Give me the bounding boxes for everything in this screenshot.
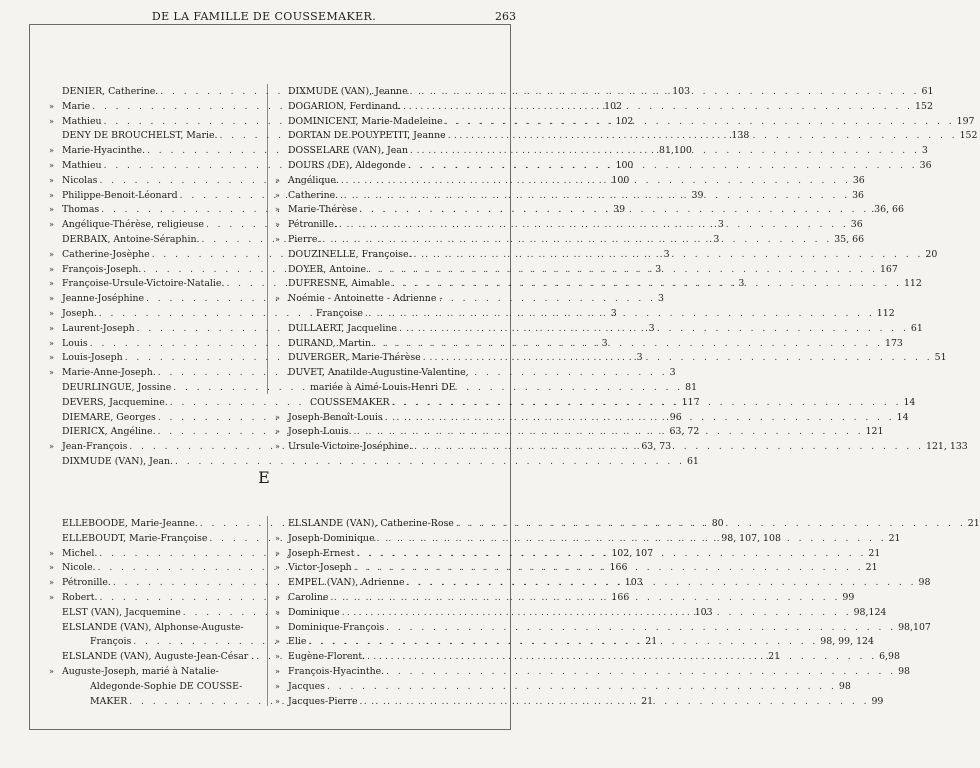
leader-dots <box>306 635 820 650</box>
entry-name: COUSSEMAKER <box>310 396 390 408</box>
entry-name: DOUZINELLE, Françoise. <box>288 248 412 260</box>
entry-name: DULLAERT, Jacqueline <box>288 322 397 334</box>
entry-name: ELLEBOUDT, Marie-Françoise <box>62 532 208 544</box>
leader-dots <box>390 396 904 411</box>
entry-page: 98, 99, 124 <box>820 636 874 648</box>
entry-page: 167 <box>879 263 898 275</box>
entry-page: .36, 66 <box>871 204 904 216</box>
ditto-mark: » <box>49 279 54 289</box>
leader-dots <box>390 277 904 292</box>
ditto-mark: » <box>49 666 54 676</box>
entry-page: 102 <box>604 100 623 112</box>
running-title: DE LA FAMILLE DE COUSSEMAKER. <box>151 10 377 23</box>
leader-dots <box>397 322 911 337</box>
ditto-mark: » <box>49 578 54 588</box>
leader-dots <box>363 307 877 322</box>
entry-name: ELSLANDE (VAN), Alphonse-Auguste- <box>62 621 244 633</box>
index-entry <box>275 263 898 278</box>
entry-page: 21 <box>868 547 881 559</box>
entry-page: 98 <box>898 665 911 677</box>
ditto-mark: » <box>275 681 280 691</box>
entry-name: ELLEBOODE, Marie-Jeanne. <box>62 518 198 529</box>
ditto-mark: » <box>49 592 54 602</box>
entry-page: 3 <box>663 248 670 260</box>
entry-name: Joseph-Ernest <box>288 547 355 559</box>
entry-page: 117 <box>681 396 700 408</box>
ditto-mark: » <box>49 220 54 230</box>
leader-dots <box>446 129 960 144</box>
index-entry <box>275 218 863 233</box>
entry-page: 6,98 <box>879 651 900 663</box>
ditto-mark: » <box>49 368 54 378</box>
page-header <box>0 10 528 24</box>
entry-page: 103 <box>672 86 691 97</box>
entry-name: DOURS (DE), Aldegonde <box>288 159 406 171</box>
index-entry <box>49 621 250 636</box>
entry-page: 63, 73 <box>641 441 672 453</box>
ditto-mark: » <box>49 563 54 573</box>
ditto-mark: » <box>49 323 54 333</box>
entry-name: DIXMUDE (VAN), Jeanne <box>288 86 408 97</box>
entry-name: DEURLINGUE, Jossine <box>62 381 172 393</box>
entry-name: DOSSELARE (VAN), Jean <box>288 145 408 157</box>
leader-dots <box>406 159 920 174</box>
leader-dots <box>408 85 922 100</box>
leader-dots <box>384 621 898 636</box>
ditto-mark: » <box>275 205 280 215</box>
entry-name: Joseph-Louis. <box>288 426 352 438</box>
entry-page: 61 <box>921 86 934 97</box>
entry-name: Marie-Anne-Joseph. <box>62 367 156 379</box>
ditto-mark: » <box>275 652 280 662</box>
ditto-mark: » <box>275 622 280 632</box>
entry-page: 99 <box>871 695 884 707</box>
entry-name: ELST (VAN), Jacquemine <box>62 606 181 618</box>
entry-name: François-Joseph. <box>62 263 142 275</box>
entry-name: Laurent-Joseph <box>62 322 135 334</box>
ditto-mark: » <box>49 116 54 126</box>
index-entry <box>275 381 472 396</box>
entry-page: 80 <box>711 518 724 529</box>
entry-name: Robert. <box>62 591 98 603</box>
entry-page: 166 <box>609 562 628 574</box>
entry-page: 98,107 <box>898 621 931 633</box>
entry-page: 98 <box>838 680 851 692</box>
entry-name: DIERICX, Angéline. <box>62 426 156 438</box>
entry-page: 14 <box>896 411 909 423</box>
ditto-mark: » <box>49 264 54 274</box>
ditto-mark: » <box>49 249 54 259</box>
leader-dots <box>408 144 922 159</box>
index-entry <box>275 322 923 337</box>
entry-page: 81,100 <box>658 145 692 157</box>
entry-name: Mathieu <box>62 159 102 171</box>
entry-page: 21 <box>967 518 980 529</box>
entry-page: 3 <box>636 352 643 364</box>
ditto-mark: » <box>49 146 54 156</box>
ditto-mark: » <box>49 353 54 363</box>
entry-page: 3 <box>669 367 676 379</box>
entry-page: 3 <box>921 145 928 157</box>
entry-name: Elie <box>288 636 307 648</box>
leader-dots <box>358 695 872 710</box>
entry-name: DENY DE BROUCHELST, Marie. <box>62 130 218 142</box>
entry-page: 3 <box>601 337 608 349</box>
index-entry <box>275 680 851 695</box>
leader-dots <box>401 100 915 115</box>
index-entry <box>275 351 947 366</box>
entry-name: DURAND, Martin <box>288 337 372 349</box>
entry-page: 3 <box>648 322 655 334</box>
leader-dots <box>354 547 868 562</box>
ditto-mark: » <box>275 220 280 230</box>
entry-page: 121 <box>865 426 884 438</box>
entry-name: Angélique-Thérèse, religieuse <box>62 219 204 231</box>
ditto-mark: » <box>275 234 280 244</box>
leader-dots <box>411 248 925 263</box>
entry-page: 152 <box>915 100 933 112</box>
leader-dots <box>405 576 919 591</box>
ditto-mark: » <box>275 607 280 617</box>
leader-dots <box>340 606 854 621</box>
ditto-mark: » <box>275 637 280 647</box>
leader-dots <box>366 263 880 278</box>
leader-dots <box>320 233 834 248</box>
leader-dots <box>383 411 897 426</box>
entry-page: 39 <box>691 189 704 201</box>
leader-dots <box>421 351 935 366</box>
entry-page: 21 <box>888 532 901 544</box>
entry-page: 96 <box>669 411 682 423</box>
leader-dots <box>412 440 926 455</box>
ditto-mark: » <box>275 592 280 602</box>
entry-name: Marie-Thérèse <box>288 204 358 216</box>
ditto-mark: » <box>275 427 280 437</box>
entry-page: 102 <box>615 115 634 127</box>
entry-page: 39 <box>613 204 626 216</box>
entry-name: ELSLANDE (VAN), Auguste-Jean-César . <box>62 651 255 663</box>
entry-name: mariée à Aimé-Louis-Henri DE <box>310 381 456 393</box>
leader-dots <box>384 665 898 680</box>
entry-page: 103 <box>624 577 643 589</box>
entry-page: 100 <box>611 174 630 186</box>
entry-page: 103 <box>694 606 713 618</box>
entry-name: DUVET, Anatilde-Augustine-Valentine, <box>288 367 469 379</box>
entry-page: 112 <box>903 278 922 290</box>
entry-name: DOGARION, Ferdinand. <box>288 100 402 112</box>
entry-name: Noémie - Antoinette - Adrienne - <box>288 293 443 305</box>
index-entry <box>275 277 922 292</box>
entry-page: 63, 72 <box>669 426 700 438</box>
entry-name: Catherine. <box>288 189 339 201</box>
entry-name: François-Hyacinthe. <box>288 665 385 677</box>
ditto-mark: » <box>275 175 280 185</box>
entry-page: 36 <box>919 159 932 171</box>
index-entry <box>275 307 895 322</box>
entry-name: Jacques <box>288 680 325 692</box>
index-entry <box>275 621 931 636</box>
entry-page: 21 <box>645 636 658 648</box>
leader-dots <box>365 650 879 665</box>
entry-name: Dominique-François <box>288 621 385 633</box>
entry-page: 3 <box>610 307 617 319</box>
index-entry <box>49 665 250 680</box>
entry-name: Angélique. <box>288 174 339 186</box>
leader-dots <box>338 189 852 204</box>
ditto-mark: » <box>49 101 54 111</box>
entry-page: 21 <box>865 562 878 574</box>
leader-dots <box>337 218 851 233</box>
entry-name: DIXMUDE (VAN), Jean. <box>62 455 174 467</box>
ditto-mark: » <box>49 175 54 185</box>
entry-name: Aldegonde-Sophie DE COUSSE- <box>90 680 243 692</box>
entry-page: 197 <box>956 115 975 127</box>
ditto-mark: » <box>275 190 280 200</box>
entry-page: 152 <box>959 130 978 142</box>
entry-name: DOMINICENT, Marie-Madeleine <box>288 115 443 127</box>
entry-name: DORTAN DE POUYPETIT, Jeanne <box>288 130 446 142</box>
entry-page: 166 <box>611 591 630 603</box>
entry-page: 20 <box>925 248 938 260</box>
entry-page: 81 <box>685 381 698 393</box>
leader-dots <box>357 203 871 218</box>
entry-name: DENIER, Catherine. <box>62 86 159 97</box>
ditto-mark: » <box>49 338 54 348</box>
entry-page: 14 <box>903 396 916 408</box>
entry-name: Joseph. <box>62 307 97 319</box>
entry-name: Caroline <box>288 591 329 603</box>
entry-name: Michel. <box>62 547 98 559</box>
entry-name: DERBAIX, Antoine-Séraphin. <box>62 233 200 245</box>
entry-name: Jeanne-Joséphine <box>62 293 145 305</box>
section-letter: E <box>258 468 270 487</box>
entry-page: 51 <box>934 352 947 364</box>
ditto-mark: » <box>49 205 54 215</box>
entry-page: 61 <box>686 455 699 467</box>
index-entry <box>275 337 903 352</box>
entry-name: Ursule-Victoire-Joséphine. <box>288 441 413 453</box>
ditto-mark: » <box>49 442 54 452</box>
entry-name: Philippe-Benoit-Léonard <box>62 189 178 201</box>
entry-name: Jean-François <box>62 441 128 453</box>
entry-name: Joseph-Benoît-Louis <box>288 411 383 423</box>
entry-name: Marie <box>62 100 91 112</box>
ditto-mark: » <box>49 308 54 318</box>
entry-page: 173 <box>884 337 903 349</box>
entry-name: EMPEL (VAN), Adrienne <box>288 577 405 589</box>
entry-page: 36 <box>850 219 863 231</box>
entry-name: Thomas <box>62 204 100 216</box>
leader-dots <box>371 337 885 352</box>
entry-page: 138 <box>731 130 750 142</box>
entry-page: 98 <box>918 577 931 589</box>
entry-page: 112 <box>876 307 895 319</box>
index-entry <box>275 233 865 248</box>
entry-page: 99 <box>842 591 855 603</box>
entry-name: DIEMARE, Georges <box>62 411 156 423</box>
entry-page: 98, 107, 108 <box>721 532 781 544</box>
entry-name: Dominique <box>288 606 340 618</box>
entry-name: Marie-Hyacinthe. <box>62 145 146 157</box>
entry-name: Louis-Joseph <box>62 352 123 364</box>
entry-name: Pétronille. <box>62 577 111 589</box>
entry-page: 121, 133 <box>926 441 968 453</box>
entry-name: DUFRESNE, Aimable <box>288 278 391 290</box>
entry-name: Louis <box>62 337 88 349</box>
index-entry <box>49 680 250 695</box>
ditto-mark: » <box>275 294 280 304</box>
leader-dots <box>454 517 968 532</box>
entry-name: DOYER, Antoine <box>288 263 367 275</box>
entry-page: 36 <box>852 189 865 201</box>
ditto-mark: » <box>275 563 280 573</box>
entry-page: 3 <box>655 263 662 275</box>
index-entry <box>275 292 472 307</box>
entry-name: DUVERGER, Marie-Thérèse <box>288 352 421 364</box>
entry-name: Pétronille. <box>288 219 337 231</box>
entry-page: 61 <box>910 322 923 334</box>
entry-name: Nicolas <box>62 174 98 186</box>
index-entry <box>275 665 911 680</box>
entry-page: 36 <box>852 174 865 186</box>
entry-name: MAKER <box>90 695 128 707</box>
entry-page: 98,124 <box>853 606 887 618</box>
entry-name: Victor-Joseph <box>288 562 352 574</box>
ditto-mark: » <box>275 666 280 676</box>
entry-page: 3 <box>738 278 745 290</box>
page-number: 263 <box>495 10 516 23</box>
entry-page: 21 <box>641 695 654 707</box>
ditto-mark: » <box>275 696 280 706</box>
leader-dots <box>375 532 889 547</box>
leader-dots <box>339 174 853 189</box>
index-entry <box>275 366 472 381</box>
leader-dots <box>328 591 842 606</box>
entry-page: 3 <box>717 219 724 231</box>
entry-page: 21 <box>768 651 781 663</box>
entry-page: 102, 107 <box>611 547 654 559</box>
ditto-mark: » <box>49 190 54 200</box>
entry-name: Mathieu <box>62 115 102 127</box>
entry-name: Jacques-Pierre <box>288 695 358 707</box>
entry-name: Joseph-Dominique <box>288 532 375 544</box>
ditto-mark: » <box>275 412 280 422</box>
entry-name: François <box>90 636 132 648</box>
ditto-mark: » <box>49 294 54 304</box>
entry-name: Catherine-Josèphe <box>62 248 150 260</box>
ditto-mark: » <box>275 442 280 452</box>
entry-name: DEVERS, Jacquemine. <box>62 396 168 408</box>
entry-name: Pierre. <box>288 233 321 245</box>
entry-name: Eugène-Florent. <box>288 651 366 663</box>
leader-dots <box>325 680 839 695</box>
entry-name: Nicole. <box>62 562 96 574</box>
entry-page: 35, 66 <box>834 233 865 245</box>
entry-page: 3 <box>657 293 664 305</box>
entry-name: Françoise <box>316 307 363 319</box>
entry-name: ELSLANDE (VAN), Catherine-Rose <box>288 518 454 529</box>
entry-name: Auguste-Joseph, marié à Natalie- <box>62 665 219 677</box>
ditto-mark: » <box>275 533 280 543</box>
entry-name: Françoise-Ursule-Victoire-Natalie. <box>62 278 225 290</box>
leader-dots <box>352 425 866 440</box>
entry-page: 100 <box>615 159 634 171</box>
ditto-mark: » <box>49 548 54 558</box>
entry-page: 3 <box>713 233 720 245</box>
leader-dots <box>443 115 957 130</box>
leader-dots <box>352 561 866 576</box>
ditto-mark: » <box>49 160 54 170</box>
ditto-mark: » <box>275 548 280 558</box>
index-entry <box>275 248 938 263</box>
